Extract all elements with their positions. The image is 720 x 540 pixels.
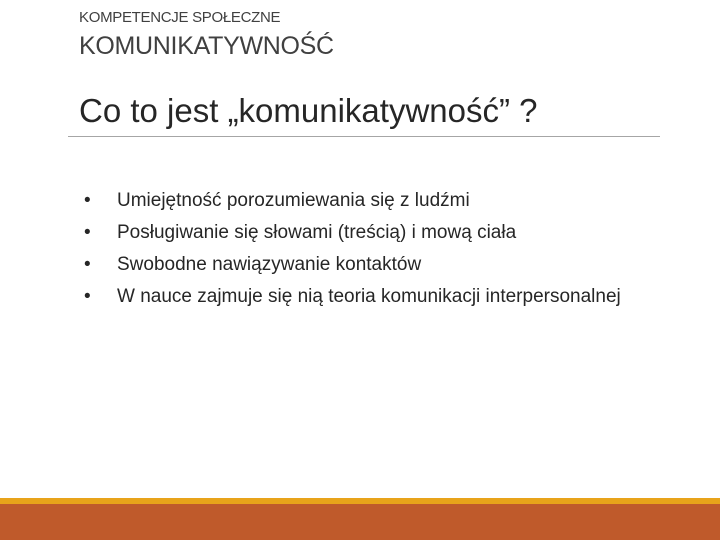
bullet-marker: • [84, 190, 91, 211]
bullet-text: Posługiwanie się słowami (treścią) i mową ciała [117, 222, 517, 243]
bullet-marker: • [84, 222, 91, 243]
header-topic: KOMUNIKATYWNOŚĆ [79, 32, 334, 60]
footer-accent-bar [0, 504, 720, 540]
bullet-text: Swobodne nawiązywanie kontaktów [117, 254, 422, 275]
bullet-text: Umiejętność porozumiewania się z ludźmi [117, 190, 470, 211]
title-divider [68, 136, 660, 137]
header-category: KOMPETENCJE SPOŁECZNE [79, 9, 281, 26]
bullet-text: W nauce zajmuje się nią teoria komunikacji interpersonalnej [117, 286, 621, 307]
bullet-marker: • [84, 254, 91, 275]
slide-title: Co to jest „komunikatywność” ? [79, 92, 538, 129]
bullet-marker: • [84, 286, 91, 307]
